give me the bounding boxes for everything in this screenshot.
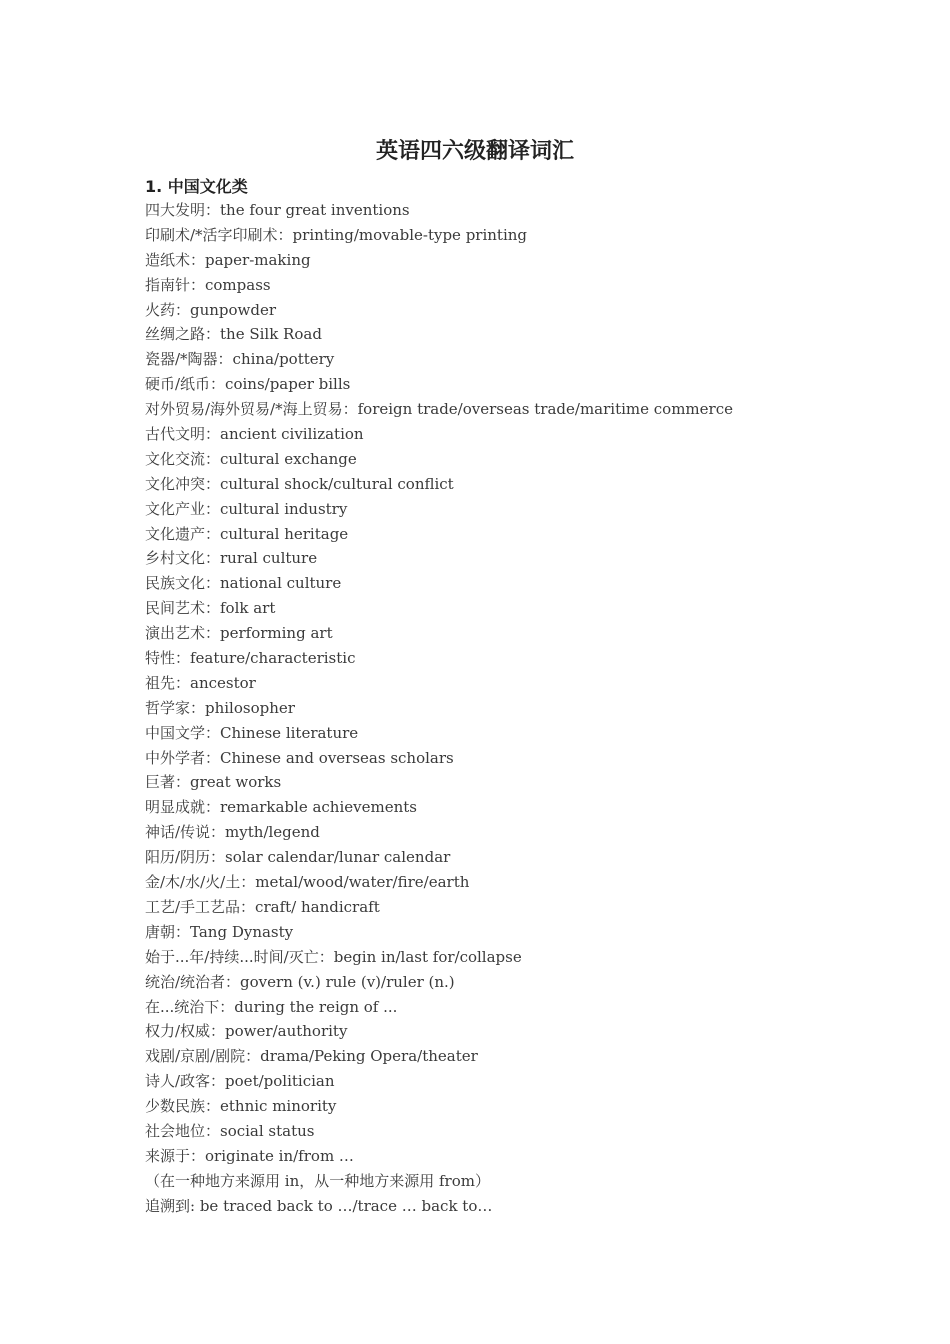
vocabulary-entry: 指南针：compass — [145, 275, 271, 294]
vocabulary-entry: 文化冲突：cultural shock/cultural conflict — [145, 474, 454, 493]
vocabulary-entry: 造纸术：paper-making — [145, 250, 311, 269]
vocabulary-entry: 硬币/纸币：coins/paper bills — [145, 375, 351, 394]
vocabulary-entry: 巨著：great works — [145, 773, 282, 792]
vocabulary-entry: 唐朝：Tang Dynasty — [145, 922, 294, 941]
vocabulary-entry: 祖先：ancestor — [145, 673, 256, 692]
vocabulary-entry: 对外贸易/海外贸易/*海上贸易：foreign trade/overseas trade/maritime commerce — [145, 400, 733, 419]
vocabulary-entry: 中国文学：Chinese literature — [145, 723, 359, 742]
vocabulary-entry: 统治/统治者：govern (v.) rule (v)/ruler (n.) — [145, 972, 455, 991]
vocabulary-entry: 民间艺术：folk art — [145, 599, 276, 618]
vocabulary-entry: 阳历/阴历：solar calendar/lunar calendar — [145, 848, 451, 867]
vocabulary-entry: 来源于：originate in/from … — [145, 1146, 354, 1165]
vocabulary-entry: 金/木/水/火/土：metal/wood/water/fire/earth — [145, 873, 470, 892]
vocabulary-entry: 始于...年/持续...时间/灭亡：begin in/last for/collapse — [145, 947, 522, 966]
vocabulary-list — [145, 198, 885, 1219]
vocabulary-entry: 文化交流：cultural exchange — [145, 449, 357, 468]
vocabulary-entry: 神话/传说：myth/legend — [145, 823, 320, 842]
vocabulary-entry: 工艺/手工艺品：craft/ handicraft — [145, 897, 380, 916]
vocabulary-entry: 印刷术/*活字印刷术：printing/movable-type printing — [145, 225, 528, 244]
vocabulary-entry: 权力/权威：power/authority — [145, 1022, 348, 1041]
vocabulary-entry: 戏剧/京剧/剧院：drama/Peking Opera/theater — [145, 1047, 478, 1066]
vocabulary-entry: 火药：gunpowder — [145, 300, 277, 319]
vocabulary-entry: 明显成就：remarkable achievements — [145, 798, 417, 817]
vocabulary-entry: 乡村文化：rural culture — [145, 549, 318, 568]
vocabulary-entry: 民族文化：national culture — [145, 574, 342, 593]
vocabulary-entry: 文化产业：cultural industry — [145, 499, 348, 518]
vocabulary-entry: 文化遗产：cultural heritage — [145, 524, 349, 543]
vocabulary-entry: 诗人/政客：poet/politician — [145, 1072, 335, 1091]
vocabulary-entry: （在一种地方来源用 in，从一种地方来源用 from） — [145, 1171, 490, 1190]
vocabulary-entry: 哲学家：philosopher — [145, 698, 295, 717]
vocabulary-entry: 瓷器/*陶器：china/pottery — [145, 350, 335, 369]
vocabulary-entry: 追溯到: be traced back to …/trace … back to… — [145, 1196, 493, 1215]
vocabulary-entry: 少数民族：ethnic minority — [145, 1097, 337, 1116]
vocabulary-entry: 中外学者：Chinese and overseas scholars — [145, 748, 454, 767]
section-heading: 1. 中国文化类 — [145, 177, 248, 196]
vocabulary-entry: 古代文明：ancient civilization — [145, 425, 364, 444]
page-title: 英语四六级翻译词汇 — [375, 138, 574, 164]
vocabulary-entry: 在...统治下：during the reign of ... — [145, 997, 398, 1016]
vocabulary-entry: 丝绸之路：the Silk Road — [145, 325, 322, 344]
vocabulary-entry: 社会地位：social status — [145, 1121, 315, 1140]
vocabulary-entry: 特性：feature/characteristic — [145, 649, 356, 668]
vocabulary-entry: 四大发明：the four great inventions — [145, 201, 410, 219]
vocabulary-entry: 演出艺术：performing art — [145, 624, 333, 643]
